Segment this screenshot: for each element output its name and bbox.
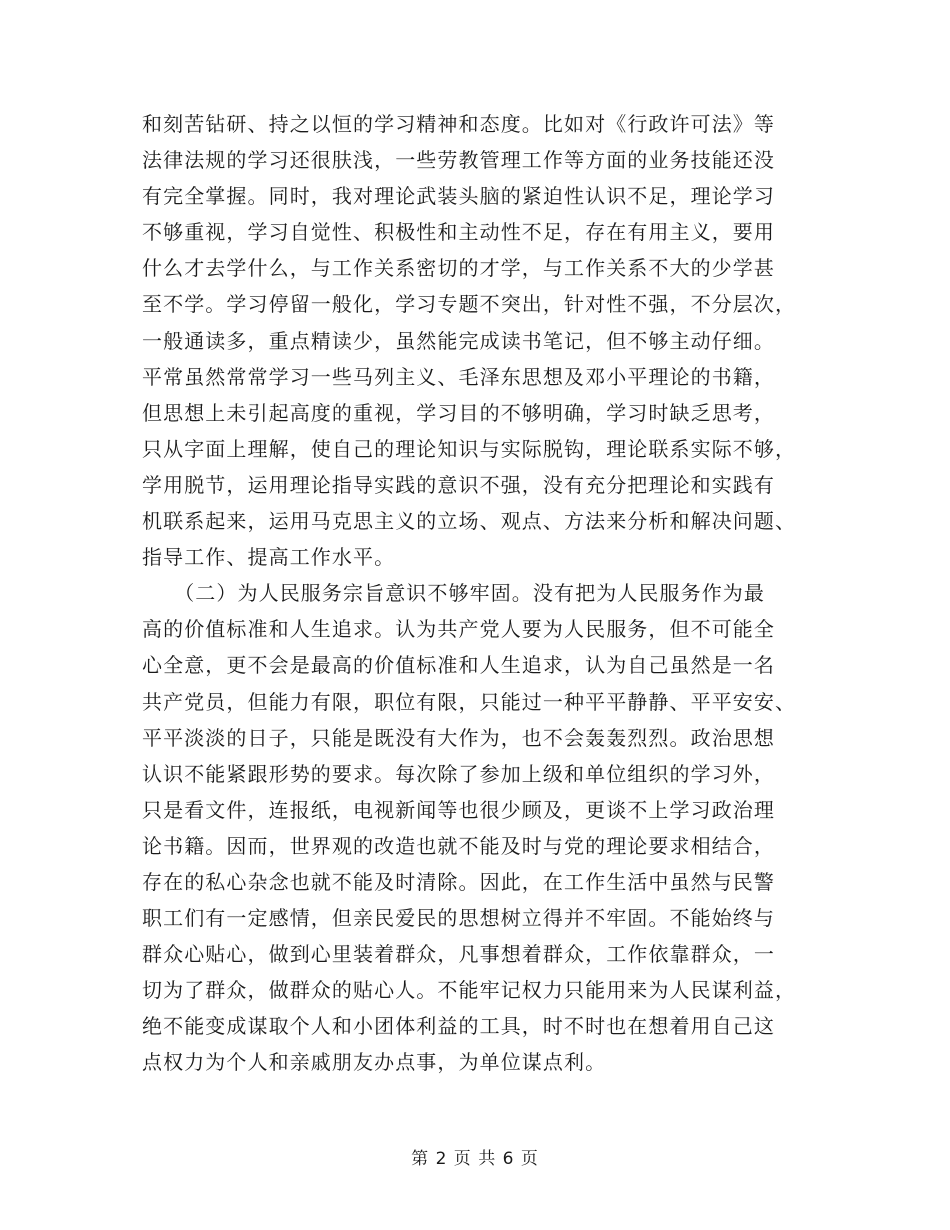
text-line: 认识不能紧跟形势的要求。每次除了参加上级和单位组织的学习外，	[142, 761, 775, 786]
text-line: 和刻苦钻研、持之以恒的学习精神和态度。比如对《行政许可法》等	[142, 112, 775, 136]
text-line: 学用脱节，运用理论指导实践的意识不强，没有充分把理论和实践有	[142, 472, 775, 497]
text-line: 只从字面上理解，使自己的理论知识与实际脱钩，理论联系实际不够，	[142, 436, 797, 461]
text-line: 高的价值标准和人生追求。认为共产党人要为人民服务，但不可能全	[142, 617, 775, 642]
page-footer: 第 2 页 共 6 页	[411, 1149, 539, 1169]
text-line: 至不学。学习停留一般化，学习专题不突出，针对性不强，不分层次，	[142, 292, 797, 317]
text-line: 论书籍。因而，世界观的改造也就不能及时与党的理论要求相结合，	[142, 833, 775, 858]
text-line: 切为了群众，做群众的贴心人。不能牢记权力只能用来为人民谋利益，	[142, 978, 797, 1003]
text-line: 共产党员，但能力有限，职位有限，只能过一种平平静静、平平安安、	[142, 689, 797, 714]
text-line: 一般通读多，重点精读少，虽然能完成读书笔记，但不够主动仔细。	[142, 328, 775, 353]
text-line: 不够重视，学习自觉性、积极性和主动性不足，存在有用主义，要用	[142, 220, 775, 245]
text-line: 平平淡淡的日子，只能是既没有大作为，也不会轰轰烈烈。政治思想	[142, 725, 775, 750]
text-line: 群众心贴心，做到心里装着群众，凡事想着群众，工作依靠群众，一	[142, 942, 775, 967]
text-line: 机联系起来，运用马克思主义的立场、观点、方法来分析和解决问题、	[142, 509, 797, 534]
text-line: 平常虽然常常学习一些马列主义、毛泽东思想及邓小平理论的书籍，	[142, 364, 775, 389]
text-line: 心全意，更不会是最高的价值标准和人生追求，认为自己虽然是一名	[142, 653, 775, 678]
text-line: 什么才去学什么，与工作关系密切的才学，与工作关系不大的少学甚	[142, 256, 775, 281]
text-line: 法律法规的学习还很肤浅，一些劳教管理工作等方面的业务技能还没	[142, 148, 775, 173]
text-line: 只是看文件，连报纸，电视新闻等也很少顾及，更谈不上学习政治理	[142, 797, 775, 822]
text-line: 指导工作、提高工作水平。	[142, 545, 396, 570]
text-line: 绝不能变成谋取个人和小团体利益的工具，时不时也在想着用自己这	[142, 1014, 775, 1039]
text-line: （二）为人民服务宗旨意识不够牢固。没有把为人民服务作为最	[142, 581, 765, 606]
text-line: 职工们有一定感情，但亲民爱民的思想树立得并不牢固。不能始终与	[142, 906, 775, 931]
text-line: 但思想上未引起高度的重视，学习目的不够明确，学习时缺乏思考，	[142, 400, 775, 425]
text-line: 点权力为个人和亲戚朋友办点事，为单位谋点利。	[142, 1050, 607, 1075]
text-line: 存在的私心杂念也就不能及时清除。因此，在工作生活中虽然与民警	[142, 869, 775, 894]
body-text	[142, 106, 822, 1081]
text-line: 有完全掌握。同时，我对理论武装头脑的紧迫性认识不足，理论学习	[142, 184, 775, 209]
